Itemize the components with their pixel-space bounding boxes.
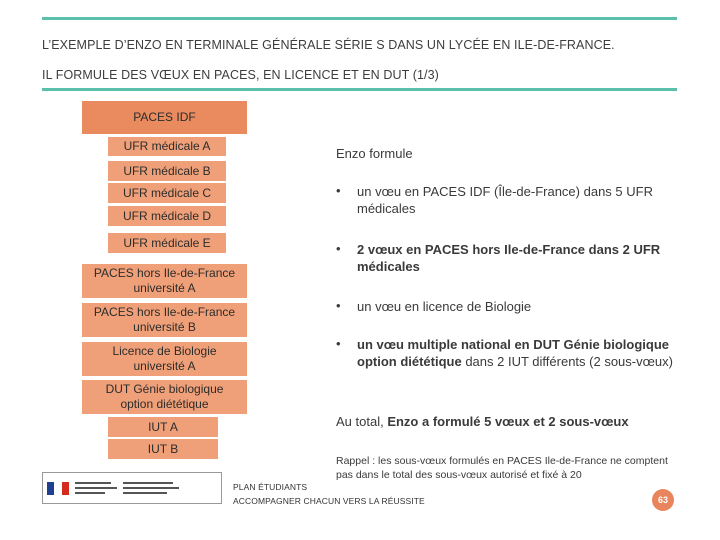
page-number-badge: 63 [652, 489, 674, 511]
bottom-rule [42, 88, 677, 91]
box-paces-hors-a-line2: université A [133, 281, 196, 295]
total-text [336, 413, 629, 430]
box-dut-line2: option diététique [120, 397, 209, 411]
bullet-4-bold: un vœu multiple national en DUT Génie biologique option diététique [357, 337, 669, 369]
box-iut-a [108, 417, 218, 437]
page-title-line2: IL FORMULE DES VŒUX EN PACES, EN LICENCE ET EN DUT (1/3) [42, 68, 439, 82]
ministry-logo-icon [42, 472, 222, 504]
box-ufr-e [108, 233, 226, 253]
box-iut-b [108, 439, 218, 459]
box-iut-b-label: IUT B [147, 441, 179, 456]
box-ufr-c-label: UFR médicale C [122, 185, 212, 200]
total-bold: Enzo a formulé 5 vœux et 2 sous-vœux [387, 414, 629, 429]
box-licence-line2: université A [133, 359, 196, 373]
total-prefix: Au total, [336, 414, 388, 429]
page-title-line1: L’EXEMPLE D’ENZO EN TERMINALE GÉNÉRALE SÉRIE S DANS UN LYCÉE EN ILE-DE-FRANCE. [42, 38, 615, 52]
box-paces-idf-label: PACES IDF [133, 110, 196, 124]
box-dut-line1: DUT Génie biologique [105, 382, 224, 396]
box-iut-a-label: IUT A [148, 419, 178, 434]
footer-plan: PLAN ÉTUDIANTS [233, 482, 308, 492]
bullet-4-marker: • [336, 336, 341, 351]
footer-tagline: ACCOMPAGNER CHACUN VERS LA RÉUSSITE [233, 496, 425, 506]
bullet-1-marker: • [336, 183, 341, 198]
bullet-1-plain: un vœu en PACES IDF (Île-de-France) dans 5 UFR médicales [357, 184, 653, 216]
french-flag-icon [47, 482, 69, 495]
top-rule [42, 17, 677, 20]
bullet-4-plain: dans 2 IUT différents (2 sous-vœux) [461, 354, 673, 369]
box-ufr-e-label: UFR médicale E [123, 235, 211, 250]
box-paces-idf [82, 101, 247, 134]
box-ufr-d [108, 206, 226, 226]
box-licence-line1: Licence de Biologie [112, 344, 217, 358]
box-paces-hors-b-line2: université B [133, 320, 196, 334]
bullet-1-text [357, 183, 687, 217]
bullet-2-text [357, 241, 687, 275]
rappel-note: Rappel : les sous-vœux formulés en PACES Ile-de-France ne comptent pas dans le total des sous-vœux autorisé et fixé à 20 [336, 455, 668, 481]
box-paces-hors-b-line1: PACES hors Ile-de-France [93, 305, 236, 319]
bullet-3-text [357, 298, 687, 315]
box-paces-hors-b [82, 303, 247, 337]
bullet-3-plain: un vœu en licence de Biologie [357, 299, 532, 314]
intro-text: Enzo formule [336, 146, 413, 161]
logo-text-lines-2 [123, 482, 179, 494]
box-ufr-c [108, 183, 226, 203]
box-paces-hors-a-line1: PACES hors Ile-de-France [93, 266, 236, 280]
box-paces-hors-a [82, 264, 247, 298]
bullet-2-bold: 2 vœux en PACES hors Ile-de-France dans 2 UFR médicales [357, 242, 661, 274]
bullet-4-text [357, 336, 687, 370]
box-ufr-b-label: UFR médicale B [123, 163, 211, 178]
box-ufr-a [108, 137, 226, 156]
box-ufr-d-label: UFR médicale D [122, 208, 212, 223]
box-ufr-a-label: UFR médicale A [123, 139, 211, 153]
bullet-3-marker: • [336, 298, 341, 313]
logo-text-lines [75, 482, 117, 494]
box-ufr-b [108, 161, 226, 181]
box-licence [82, 342, 247, 376]
bullet-2-marker: • [336, 241, 341, 256]
box-dut [82, 380, 247, 414]
